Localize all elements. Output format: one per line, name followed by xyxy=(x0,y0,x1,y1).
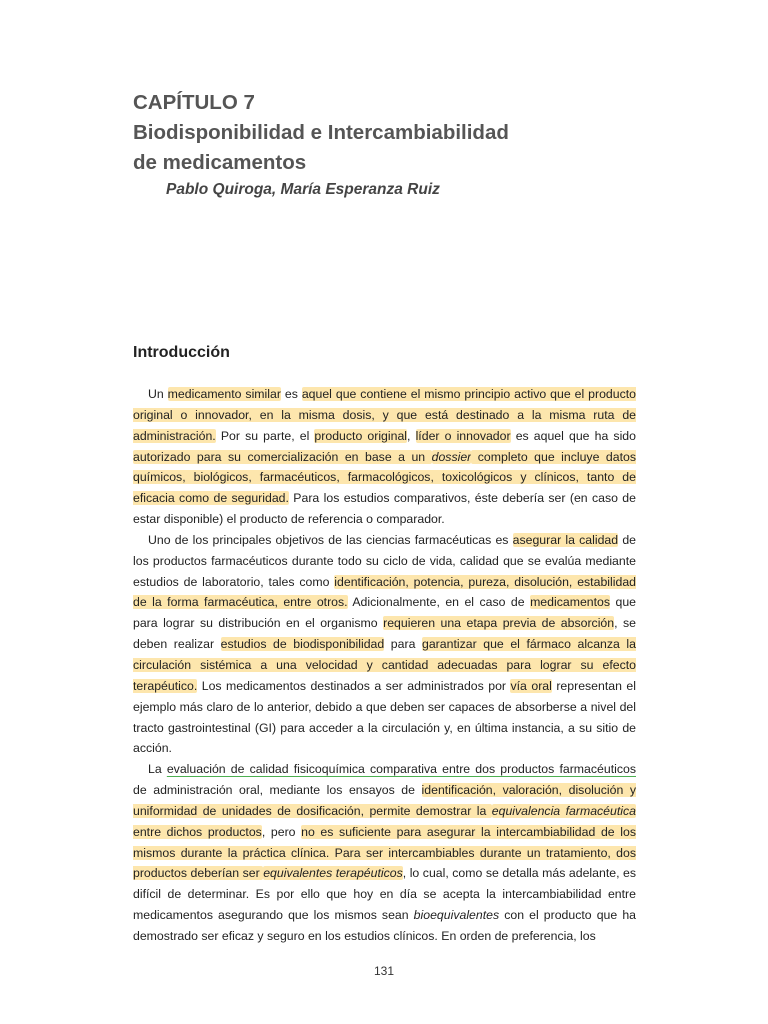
text-run: Adicionalmente, en el caso de xyxy=(347,595,531,610)
text-run: bioequivalentes xyxy=(413,908,500,923)
text-run: Los medicamentos destinados a ser administrados por xyxy=(197,678,511,693)
text-run: , pero xyxy=(261,824,302,839)
highlighted-text: garantizar que el fármaco alcanza la circulación sistémica a una velocidad y cantidad adecuadas para lograr su efecto terapéutico. xyxy=(133,637,637,693)
text-run: que para lograr su distribución en el organismo xyxy=(133,595,637,631)
chapter-number: CAPÍTULO 7 xyxy=(133,91,255,114)
text-run: Un xyxy=(148,387,168,401)
paragraph xyxy=(133,530,636,759)
highlighted-text: entre dichos productos xyxy=(133,824,262,839)
section-title: Introducción xyxy=(133,344,230,361)
underlined-text: evaluación de calidad fisicoquímica comparativa entre dos productos farmacéuticos xyxy=(166,762,636,777)
text-run: de los productos farmacéuticos durante todo su ciclo de vida, calidad que se evalúa mediante estudios de laboratorio, tales como xyxy=(133,532,637,589)
highlighted-text: asegurar la calidad xyxy=(512,532,619,547)
chapter-heading xyxy=(133,88,653,178)
chapter-authors: Pablo Quiroga, María Esperanza Ruiz xyxy=(166,181,440,198)
text-run: para xyxy=(384,637,422,652)
highlighted-text: medicamento similar xyxy=(167,387,281,401)
highlighted-text: líder o innovador xyxy=(415,428,511,443)
text-run: Uno de los principales objetivos de las ciencias farmacéuticas es xyxy=(148,532,513,547)
highlighted-text: aquel que contiene el mismo principio activo que el producto original o innovador, en la misma dosis, y que está destinado a la misma ruta de administración. xyxy=(133,387,637,443)
highlighted-text: vía oral xyxy=(510,678,552,693)
highlighted-text: completo que incluye datos químicos, biológicos, farmacéuticos, farmacológicos, toxicológicos y clínicos, tanto de eficacia como de seguridad. xyxy=(133,449,636,506)
highlighted-text: dossier xyxy=(431,449,472,464)
highlighted-text: estudios de biodisponibilidad xyxy=(220,637,385,652)
chapter-title-line-1: Biodisponibilidad e Intercambiabilidad xyxy=(133,121,509,144)
page-number: 131 xyxy=(373,964,395,978)
text-run: La xyxy=(148,762,167,777)
highlighted-text: autorizado para su comercialización en base a un xyxy=(133,449,432,464)
text-run: con el producto que ha demostrado ser eficaz y seguro en los estudios clínicos. En orden de preferencia, los xyxy=(133,908,636,943)
text-run: de administración oral, mediante los ensayos de xyxy=(133,783,422,798)
text-run: , lo cual, como se detalla más adelante, es difícil de determinar. Es por ello que hoy en día se acepta la intercambiabilidad entre medicamentos asegurando que los mismos sean xyxy=(133,866,636,923)
highlighted-text: equivalentes terapéuticos xyxy=(263,866,403,881)
highlighted-text: equivalencia farmacéutica xyxy=(491,803,636,818)
paragraph xyxy=(133,384,636,530)
chapter-title-line-2: de medicamentos xyxy=(133,151,307,174)
text-run: es xyxy=(280,387,302,401)
highlighted-text: identificación, potencia, pureza, disolución, estabilidad de la forma farmacéutica, entre otros. xyxy=(133,574,636,610)
paragraph xyxy=(133,759,636,947)
body-text xyxy=(133,384,636,947)
highlighted-text: no es suficiente para asegurar la intercambiabilidad de los mismos durante la práctica clínica. Para ser intercambiables durante un tratamiento, dos productos deberían ser xyxy=(133,824,636,881)
highlighted-text: producto original xyxy=(314,428,408,443)
text-run: , se deben realizar xyxy=(133,616,636,652)
text-run: Por su parte, el xyxy=(215,428,315,443)
text-run: Para los estudios comparativos, éste debería ser (en caso de estar disponible) el producto de referencia o comparador. xyxy=(133,491,636,527)
highlighted-text: identificación, valoración, disolución y uniformidad de unidades de dosificación, permite demostrar la xyxy=(133,783,636,818)
text-run: , xyxy=(407,428,416,443)
highlighted-text: requieren una etapa previa de absorción xyxy=(383,616,615,631)
text-run: es aquel que ha sido xyxy=(510,428,636,443)
highlighted-text: medicamentos xyxy=(530,595,611,610)
text-run: representan el ejemplo más claro de lo anterior, debido a que deben ser capaces de absorberse a nivel del tracto gastrointestinal (GI) para acceder a la circulación y, en última instancia, a su sitio de acción. xyxy=(133,678,636,756)
